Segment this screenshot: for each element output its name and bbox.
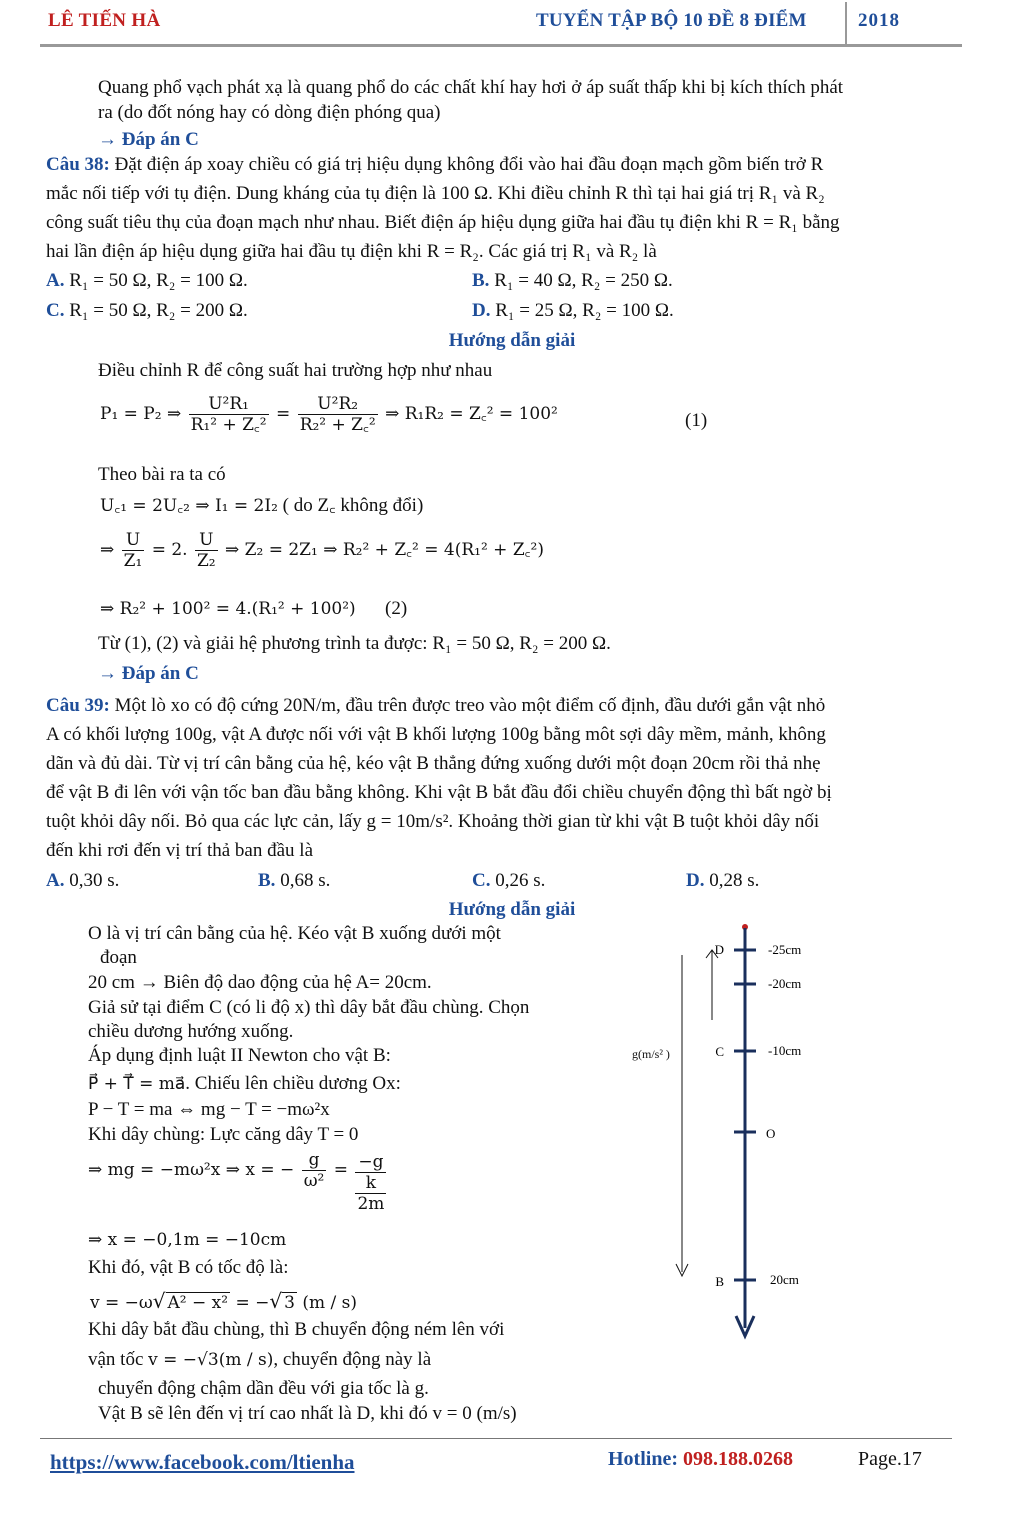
q38-line-3: công suất tiêu thụ của đoạn mạch như nhau. Biết điện áp hiệu dụng giữa hai đầu tụ điện khi R = R₁ bằng	[46, 212, 840, 233]
g15-tail: , chuyển động này là	[273, 1349, 432, 1370]
intro-answer: → Đáp án C	[98, 129, 199, 150]
q38-text-1: Đặt điện áp xoay chiều có giá trị hiệu dụng không đổi vào hai đầu đoạn mạch gồm biến trở R	[109, 154, 824, 175]
q39-label: Câu 39:	[46, 695, 110, 716]
g15-lead: vận tốc	[88, 1349, 149, 1370]
g13-radicand-2: 3	[284, 1293, 295, 1313]
q38-step-3: Từ (1), (2) và giải hệ phương trình ta được: R₁ = 50 Ω, R₂ = 200 Ω.	[98, 633, 611, 654]
footer-rule	[40, 1438, 952, 1439]
eq3-frac-1	[122, 530, 145, 571]
eq3-mid: = 2.	[151, 540, 188, 560]
q38-equation-2	[100, 494, 423, 518]
header-rule	[40, 44, 962, 47]
q39-line-2: A có khối lượng 100g, vật A được nối với vật B khối lượng 100g bằng môt sợi dây mềm, mảnh, không	[46, 724, 826, 745]
eq2-note: ( do Z꜀ không đổi)	[277, 495, 424, 516]
tick-b-value: 20cm	[770, 1272, 799, 1287]
q38-option-a-key: A.	[46, 270, 65, 291]
q39-guide-14: Khi dây bắt đầu chùng, thì B chuyển động ném lên với	[88, 1319, 505, 1340]
diagram-ticks	[715, 942, 802, 1289]
q39-option-c	[472, 869, 545, 893]
eq1-den-2: R₂² + Z꜀²	[299, 415, 376, 435]
sqrt-sign-icon: √	[152, 1289, 166, 1313]
q39-line-5: tuột khỏi dây nối. Bỏ qua các lực cản, lấy g = 10m/s². Khoảng thời gian từ khi vật B tuột khỏi dây nối	[46, 811, 820, 832]
q38-option-a	[46, 269, 248, 293]
newton-vector-eq: P⃗ + T⃗ = ma⃗	[88, 1074, 186, 1094]
q39-option-d-text: 0,28 s.	[704, 870, 760, 891]
tick-d-value: -25cm	[768, 942, 802, 957]
g10-den-1: ω²	[303, 1171, 325, 1191]
q39-line-6: đến khi rơi đến vị trí thả ban đầu là	[46, 840, 314, 861]
tick-b-name: B	[715, 1274, 724, 1289]
q39-line-1	[46, 694, 825, 718]
q39-guide-2: đoạn	[100, 947, 137, 968]
q39-guide-11: ⇒ x = −0,1m = −10cm	[88, 1230, 287, 1250]
spring-position-diagram	[620, 920, 820, 1350]
eq1-rhs: ⇒ R₁R₂ = Z꜀² = 100²	[385, 404, 558, 424]
intro-line-1: Quang phổ vạch phát xạ là quang phổ do các chất khí hay hơi ở áp suất thấp khi bị kích thích phát	[98, 77, 844, 98]
q38-option-d-key: D.	[472, 300, 491, 321]
q39-option-b	[258, 869, 330, 893]
g13-radicand: A² − x²	[167, 1293, 229, 1313]
q39-option-c-text: 0,26 s.	[490, 870, 546, 891]
eq3-num-2: U	[195, 530, 218, 551]
sqrt-sign-icon-2: √	[269, 1289, 283, 1313]
footer-hotline-number: 098.188.0268	[683, 1448, 793, 1470]
g13-mid: = −	[230, 1293, 270, 1313]
q39-option-d	[686, 869, 759, 893]
q39-option-d-key: D.	[686, 870, 705, 891]
q39-text-1: Một lò xo có độ cứng 20N/m, đầu trên được treo vào một điểm cố định, đầu dưới gắn vật nhỏ	[109, 695, 826, 716]
q38-eq4-tag: (2)	[385, 598, 408, 619]
q39-line-4: để vật B đi lên với vận tốc ban đầu bằng không. Khi vật B bắt đầu đổi chiều chuyển động thì bất ngờ bị	[46, 782, 832, 803]
header-divider	[845, 2, 847, 44]
q39-line-3: dãn và đủ dài. Từ vị trí cân bằng của hệ, kéo vật B thẳng đứng xuống dưới một đoạn 20cm rồi thả nhẹ	[46, 753, 821, 774]
q39-guide-4: Giả sử tại điểm C (có li độ x) thì dây bắt đầu chùng. Chọn	[88, 997, 530, 1018]
q38-option-c	[46, 299, 248, 323]
eq3-implies: ⇒	[100, 540, 115, 560]
q39-guide-10	[88, 1150, 388, 1228]
g13-unit: (m / s)	[296, 1293, 357, 1313]
eq3-den-1: Z₁	[123, 551, 143, 571]
q39-guide-17: Vật B sẽ lên đến vị trí cao nhất là D, khi đó v = 0 (m/s)	[98, 1403, 517, 1424]
q38-line-4: hai lần điện áp hiệu dụng giữa hai đầu tụ điện khi R = R₂. Các giá trị R₁ và R₂ là	[46, 241, 657, 262]
g10-frac-1	[302, 1150, 327, 1191]
eq1-frac-1	[189, 394, 269, 435]
q38-option-d-text: R₁ = 25 Ω, R₂ = 100 Ω.	[490, 300, 674, 321]
q38-equation-4: ⇒ R₂² + 100² = 4.(R₁² + 100²)	[100, 599, 356, 619]
q38-option-d	[472, 299, 674, 323]
q39-guide-3: 20 cm → Biên độ dao động của hệ A= 20cm.	[88, 972, 432, 993]
footer-hotline-label: Hotline:	[608, 1448, 683, 1470]
q39-option-c-key: C.	[472, 870, 491, 891]
q39-option-a-text: 0,30 s.	[64, 870, 120, 891]
q39-guide-12: Khi đó, vật B có tốc độ là:	[88, 1257, 289, 1278]
g10-lhs: ⇒ mg = −mω²x ⇒ x = −	[88, 1160, 295, 1180]
q38-answer: → Đáp án C	[98, 663, 199, 684]
eq1-frac-2	[298, 394, 378, 435]
eq3-rhs: ⇒ Z₂ = 2Z₁ ⇒ R₂² + Z꜀² = 4(R₁² + Z꜀²)	[225, 540, 544, 560]
q38-equation-3	[100, 530, 544, 580]
q38-guide-heading: Hướng dẫn giải	[448, 330, 576, 351]
eq1-equals: =	[276, 404, 291, 424]
q38-step-2: Theo bài ra ta có	[98, 464, 226, 485]
q39-guide-heading: Hướng dẫn giải	[448, 899, 576, 920]
footer-hotline	[608, 1448, 793, 1471]
q38-option-a-text: R₁ = 50 Ω, R₂ = 100 Ω.	[64, 270, 248, 291]
q38-line-1	[46, 153, 823, 177]
q39-guide-13	[90, 1289, 357, 1315]
header-series: TUYỂN TẬP BỘ 10 ĐỀ 8 ĐIỂM	[536, 10, 807, 31]
g10-num-2: −g	[355, 1152, 386, 1173]
eq3-den-2: Z₂	[196, 551, 216, 571]
g10-frac-2	[355, 1152, 386, 1214]
q38-option-c-key: C.	[46, 300, 65, 321]
q38-option-c-text: R₁ = 50 Ω, R₂ = 200 Ω.	[64, 300, 248, 321]
q38-option-b	[472, 269, 673, 293]
q39-option-a	[46, 869, 119, 893]
q39-option-a-key: A.	[46, 870, 65, 891]
intro-line-2: ra (do đốt nóng hay có dòng điện phóng qua)	[98, 102, 441, 123]
eq2-math: U꜀₁ = 2U꜀₂ ⇒ I₁ = 2I₂	[100, 496, 278, 516]
g13-lhs: v = −ω	[90, 1293, 153, 1313]
tick-o-label: O	[766, 1126, 776, 1141]
eq3-num-1: U	[122, 530, 145, 551]
q39-option-b-key: B.	[258, 870, 276, 891]
q38-option-b-text: R₁ = 40 Ω, R₂ = 250 Ω.	[489, 270, 673, 291]
q38-equation-1	[100, 394, 558, 450]
q39-option-b-text: 0,68 s.	[275, 870, 331, 891]
tick-d-name: D	[714, 942, 724, 957]
q38-eq1-tag: (1)	[685, 410, 708, 431]
q39-guide-5: chiều dương hướng xuống.	[88, 1021, 294, 1042]
q38-label: Câu 38:	[46, 154, 110, 175]
header-year: 2018	[858, 10, 900, 31]
q39-guide-6: Áp dụng định luật II Newton cho vật B:	[88, 1045, 391, 1066]
q39-guide-8: P − T = ma ⇔ mg − T = −mω²x	[88, 1099, 330, 1120]
newton-vector-text: . Chiếu lên chiều dương Ox:	[185, 1073, 401, 1094]
eq1-den-1: R₁² + Z꜀²	[190, 415, 267, 435]
g10-num-1: g	[302, 1150, 327, 1171]
q38-step-1: Điều chỉnh R để công suất hai trường hợp như nhau	[98, 360, 493, 381]
q38-line-2: mắc nối tiếp với tụ điện. Dung kháng của tụ điện là 100 Ω. Khi điều chỉnh R thì tại hai giá trị R₁ và R₂	[46, 183, 825, 204]
footer-page-number: Page.17	[858, 1448, 922, 1470]
tick-c-name: C	[715, 1044, 724, 1059]
q39-guide-16: chuyển động chậm dần đều với gia tốc là g.	[98, 1378, 429, 1399]
g-axis-label: g(m/s² )	[632, 1047, 670, 1061]
tick-c-value: -10cm	[768, 1043, 802, 1058]
q39-guide-1: O là vị trí cân bằng của hệ. Kéo vật B xuống dưới một	[88, 923, 501, 944]
q39-guide-9: Khi dây chùng: Lực căng dây T = 0	[88, 1124, 359, 1145]
tick-minus-20-value: -20cm	[768, 976, 802, 991]
g15-eq: v = −√3(m / s)	[148, 1350, 274, 1370]
header-author: LÊ TIẾN HÀ	[48, 10, 161, 31]
eq1-num-1: U²R₁	[189, 394, 269, 415]
q39-guide-7	[88, 1072, 401, 1096]
eq1-lhs: P₁ = P₂ ⇒	[100, 404, 182, 424]
eq3-frac-2	[195, 530, 218, 571]
q38-option-b-key: B.	[472, 270, 490, 291]
g10-num-3: k	[355, 1173, 386, 1194]
eq1-num-2: U²R₂	[298, 394, 378, 415]
g10-equals: =	[333, 1160, 349, 1180]
footer-facebook-link[interactable]: https://www.facebook.com/ltienha	[50, 1450, 355, 1474]
g10-den-3: 2m	[357, 1194, 385, 1214]
q39-guide-15	[88, 1348, 431, 1372]
